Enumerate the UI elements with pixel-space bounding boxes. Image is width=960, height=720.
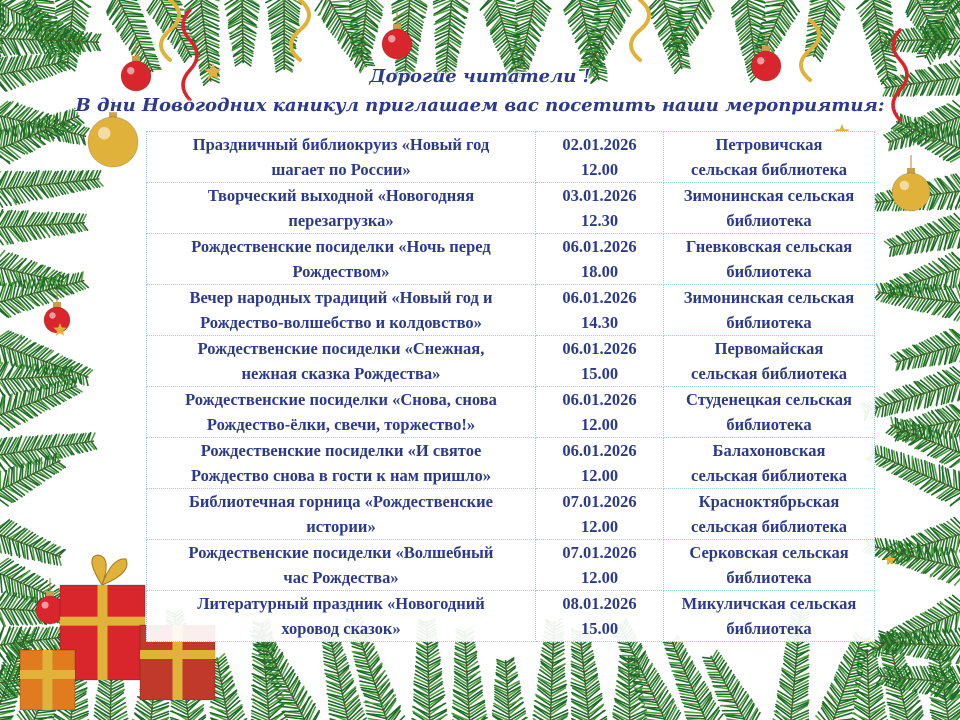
event-library-line: библиотека: [726, 619, 812, 638]
event-library-line: Микуличская сельская: [681, 594, 857, 613]
table-row: [147, 591, 875, 642]
event-library-cell: [664, 591, 875, 642]
gift-ribbon: [140, 650, 215, 659]
ornament-shine: [49, 312, 56, 319]
event-library-line: библиотека: [726, 211, 812, 230]
table-row: [147, 438, 875, 489]
event-title-line: нежная сказка Рождества»: [241, 364, 441, 383]
event-library-cell: [664, 540, 875, 591]
event-datetime-cell: [536, 591, 664, 642]
pine-branch: [885, 214, 960, 257]
event-title-cell: [147, 591, 536, 642]
event-title-line: Рождественские посиделки «Снова, снова: [185, 390, 497, 409]
event-library-line: Зимонинская сельская: [683, 288, 855, 307]
event-datetime-line: 06.01.2026: [562, 288, 637, 307]
event-datetime-cell: [536, 438, 664, 489]
gift-ribbon: [98, 585, 108, 680]
event-datetime-line: 12.00: [580, 568, 619, 587]
pine-branch: [0, 520, 65, 565]
pine-branch: [867, 444, 960, 506]
event-datetime-line: 06.01.2026: [562, 237, 637, 256]
event-title-line: Рождеством»: [292, 262, 390, 281]
event-library-line: библиотека: [726, 262, 812, 281]
event-title-line: истории»: [306, 517, 376, 536]
event-library-cell: [664, 132, 875, 183]
gift-ribbon: [60, 617, 145, 626]
event-library-cell: [664, 489, 875, 540]
event-library-line: Серковская сельская: [689, 543, 849, 562]
table-row: [147, 489, 875, 540]
event-title-cell: [147, 438, 536, 489]
gold-ornament: [88, 117, 138, 167]
event-datetime-cell: [536, 489, 664, 540]
event-library-line: библиотека: [726, 415, 812, 434]
event-title-line: час Рождества»: [283, 568, 399, 587]
event-library-line: сельская библиотека: [690, 160, 848, 179]
table-row: [147, 132, 875, 183]
event-library-cell: [664, 183, 875, 234]
ornament-shine: [388, 35, 396, 43]
gift-ribbon: [20, 670, 75, 679]
pine-branch: [0, 171, 103, 208]
event-datetime-line: 06.01.2026: [562, 339, 637, 358]
event-datetime-cell: [536, 132, 664, 183]
event-library-line: Петровичская: [715, 135, 823, 154]
event-library-line: библиотека: [726, 313, 812, 332]
table-row: [147, 183, 875, 234]
table-row: [147, 336, 875, 387]
event-title-line: шагает по России»: [271, 160, 411, 179]
event-title-line: перезагрузка»: [288, 211, 394, 230]
event-title-line: хоровод сказок»: [281, 619, 401, 638]
event-datetime-cell: [536, 540, 664, 591]
event-datetime-line: 18.00: [580, 262, 619, 281]
event-datetime-line: 06.01.2026: [562, 441, 637, 460]
pine-branch: [891, 329, 960, 370]
gold-ornament: [892, 173, 930, 211]
event-datetime-line: 02.01.2026: [562, 135, 637, 154]
red-ornament: [382, 29, 412, 59]
event-library-line: сельская библиотека: [690, 466, 848, 485]
events-table: [146, 131, 875, 642]
event-library-cell: [664, 387, 875, 438]
event-datetime-line: 12.30: [580, 211, 619, 230]
event-datetime-line: 07.01.2026: [562, 492, 637, 511]
event-title-cell: [147, 336, 536, 387]
event-datetime-cell: [536, 336, 664, 387]
event-library-line: Красноктябрьская: [698, 492, 840, 511]
gift-bow: [92, 555, 127, 585]
greeting-heading: Дорогие читатели !: [369, 66, 591, 87]
event-title-line: Вечер народных традиций «Новый год и: [189, 288, 493, 307]
pine-branch: [491, 658, 527, 720]
invitation-heading: В дни Новогодних каникул приглашаем вас посетить наши мероприятия:: [75, 95, 885, 116]
event-datetime-line: 08.01.2026: [562, 594, 637, 613]
event-datetime-cell: [536, 387, 664, 438]
event-library-line: библиотека: [726, 568, 812, 587]
pine-branch: [874, 283, 960, 320]
event-title-line: Рождественские посиделки «Снежная,: [197, 339, 485, 358]
event-datetime-line: 07.01.2026: [562, 543, 637, 562]
event-title-cell: [147, 285, 536, 336]
event-title-line: Рождество-ёлки, свечи, торжество!»: [206, 415, 476, 434]
event-library-line: Зимонинская сельская: [683, 186, 855, 205]
event-library-cell: [664, 438, 875, 489]
event-title-line: Рождественские посиделки «Ночь перед: [191, 237, 491, 256]
event-datetime-line: 15.00: [580, 619, 619, 638]
event-datetime-cell: [536, 285, 664, 336]
table-row: [147, 540, 875, 591]
pine-branch: [877, 666, 960, 700]
event-datetime-line: 12.00: [580, 466, 619, 485]
ribbon-curl: [631, 0, 649, 60]
event-library-line: Студенецкая сельская: [686, 390, 852, 409]
event-title-line: Библиотечная горница «Рождественские: [188, 492, 493, 511]
event-title-cell: [147, 387, 536, 438]
event-datetime-line: 06.01.2026: [562, 390, 637, 409]
pine-branch: [805, 0, 845, 61]
event-title-cell: [147, 540, 536, 591]
event-title-line: Литературный праздник «Новогодний: [197, 594, 485, 613]
event-title-cell: [147, 132, 536, 183]
gift-ribbon: [43, 650, 53, 710]
event-title-cell: [147, 489, 536, 540]
event-title-line: Творческий выходной «Новогодняя: [207, 186, 475, 205]
event-library-line: сельская библиотека: [690, 364, 848, 383]
event-library-line: сельская библиотека: [690, 517, 848, 536]
event-library-cell: [664, 285, 875, 336]
event-library-line: Первомайская: [714, 339, 824, 358]
table-row: [147, 234, 875, 285]
ornament-shine: [900, 181, 910, 191]
event-title-cell: [147, 183, 536, 234]
event-datetime-line: 14.30: [580, 313, 619, 332]
event-title-cell: [147, 234, 536, 285]
ornament-shine: [757, 57, 765, 65]
table-row: [147, 285, 875, 336]
event-title-line: Рождественские посиделки «Волшебный: [188, 543, 494, 562]
event-datetime-cell: [536, 183, 664, 234]
event-library-cell: [664, 336, 875, 387]
event-library-line: Балахоновская: [712, 441, 826, 460]
event-title-line: Рождественские посиделки «И святое: [200, 441, 482, 460]
event-datetime-line: 12.00: [580, 160, 619, 179]
pine-branch: [225, 0, 259, 66]
ornament-shine: [42, 602, 49, 609]
event-datetime-line: 12.00: [580, 415, 619, 434]
event-datetime-line: 12.00: [580, 517, 619, 536]
event-datetime-line: 03.01.2026: [562, 186, 637, 205]
event-title-line: Рождество снова в гости к нам пришло»: [191, 466, 491, 485]
pine-branch: [0, 210, 88, 245]
event-title-line: Рождество-волшебство и колдовство»: [200, 313, 482, 332]
event-datetime-line: 15.00: [580, 364, 619, 383]
ornament-shine: [98, 127, 111, 140]
event-library-line: Гневковская сельская: [685, 237, 853, 256]
event-datetime-cell: [536, 234, 664, 285]
event-title-line: Праздничный библиокруиз «Новый год: [192, 135, 490, 154]
event-library-cell: [664, 234, 875, 285]
table-row: [147, 387, 875, 438]
